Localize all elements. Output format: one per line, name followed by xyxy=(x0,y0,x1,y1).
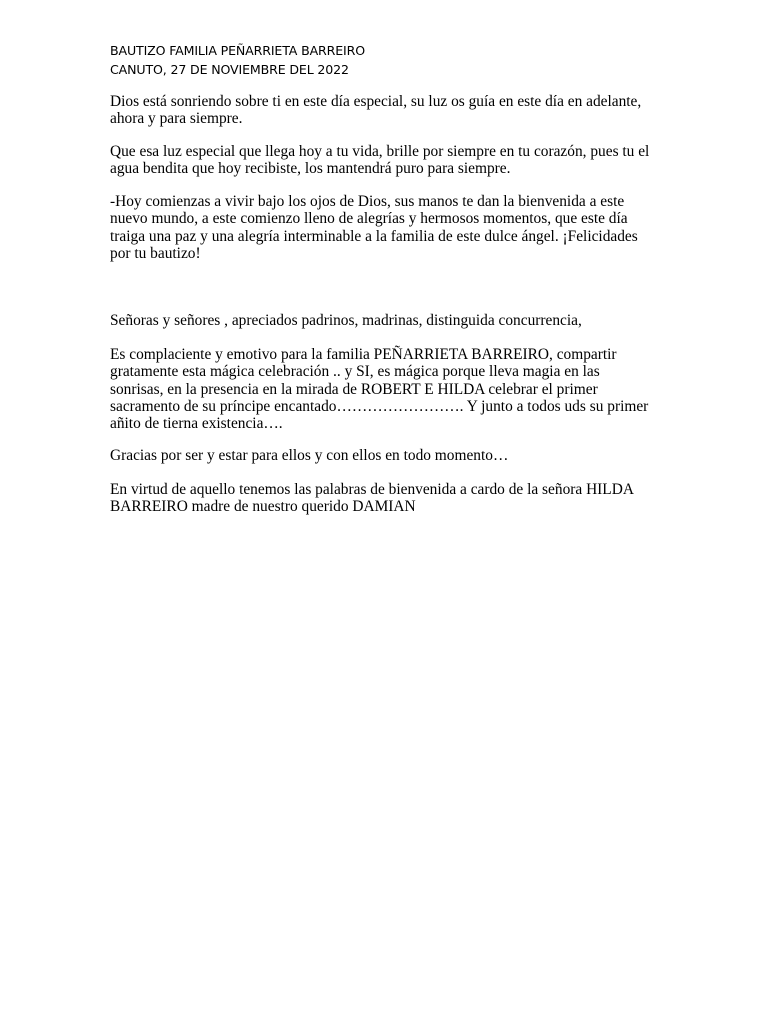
paragraph-line: ahora y para siempre. xyxy=(110,110,243,128)
paragraph-line: En virtud de aquello tenemos las palabras de bienvenida a cardo de la señora HILDA xyxy=(110,481,634,498)
paragraph-thanks xyxy=(110,447,670,464)
paragraph-line: añito de tierna existencia…. xyxy=(110,415,283,433)
paragraph-line: sacramento de su príncipe encantado……………………. Y junto a todos uds su primer xyxy=(110,397,649,415)
paragraph-line: sonrisas, en la presencia en la mirada de ROBERT E HILDA celebrar el primer xyxy=(110,380,598,398)
paragraph-line: Gracias por ser y estar para ellos y con ellos en todo momento… xyxy=(110,447,509,464)
place-date: CANUTO, 27 DE NOVIEMBRE DEL 2022 xyxy=(110,62,349,77)
paragraph-line: Que esa luz especial que llega hoy a tu vida, brille por siempre en tu corazón, pues tu el xyxy=(110,143,650,160)
paragraph-line: Es complaciente y emotivo para la familia PEÑARRIETA BARREIRO, compartir xyxy=(110,346,617,363)
paragraph-celebration xyxy=(110,346,670,432)
paragraph-line: por tu bautizo! xyxy=(110,244,201,262)
document-header xyxy=(110,41,365,79)
paragraph-line: Dios está sonriendo sobre ti en este día especial, su luz os guía en este día en adelante, xyxy=(110,93,642,110)
paragraph-closing xyxy=(110,481,670,516)
paragraph-line: BARREIRO madre de nuestro querido DAMIAN xyxy=(110,498,416,516)
paragraph-line: traiga una paz y una alegría interminable a la familia de este dulce ángel. ¡Felicidades xyxy=(110,227,638,245)
paragraph-welcome xyxy=(110,193,670,262)
paragraph-line: gratamente esta mágica celebración .. y SI, es mágica porque lleva magia en las xyxy=(110,363,600,381)
paragraph-line: nuevo mundo, a este comienzo lleno de alegrías y hermosos momentos, que este día xyxy=(110,210,628,228)
paragraph-line: agua bendita que hoy recibiste, los mantendrá puro para siempre. xyxy=(110,160,511,178)
document-title: BAUTIZO FAMILIA PEÑARRIETA BARREIRO xyxy=(110,43,365,58)
paragraph-greeting xyxy=(110,312,670,329)
paragraph-line: Señoras y señores , apreciados padrinos, madrinas, distinguida concurrencia, xyxy=(110,312,582,329)
paragraph-blessing xyxy=(110,93,670,128)
paragraph-light xyxy=(110,143,670,178)
paragraph-line: -Hoy comienzas a vivir bajo los ojos de Dios, sus manos te dan la bienvenida a este xyxy=(110,193,625,210)
